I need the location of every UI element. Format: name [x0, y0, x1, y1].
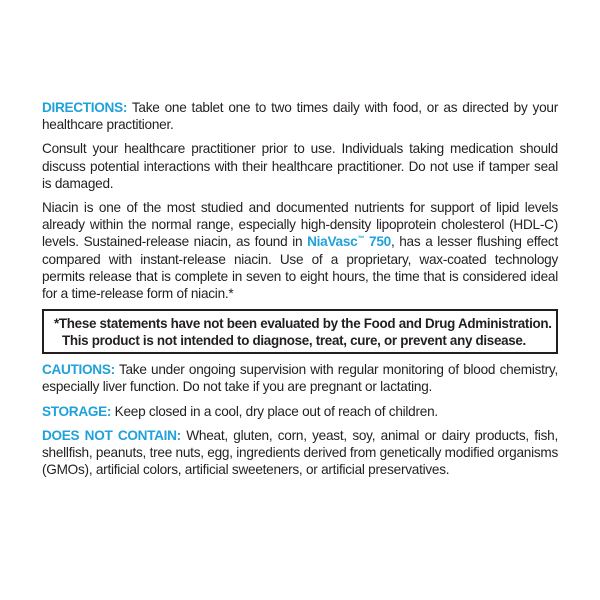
- consult-paragraph: [42, 140, 558, 192]
- storage-heading: STORAGE:: [42, 403, 112, 419]
- brand-name-text: NiaVasc: [307, 234, 358, 250]
- storage-text: Keep closed in a cool, dry place out of reach of children.: [111, 403, 438, 419]
- directions-heading: DIRECTIONS:: [42, 100, 128, 115]
- trademark-symbol: ™: [357, 235, 365, 243]
- does-not-contain-paragraph: [42, 427, 558, 479]
- niacin-paragraph: [42, 199, 558, 302]
- does-not-contain-text: Wheat, gluten, corn, yeast, soy, animal or dairy products, fish, shellfish, peanuts, tree nuts, egg, ingredients derived from genetically modified organisms (GMOs), artificial colors, artificial sweeteners, or artificial preservatives.: [42, 427, 559, 478]
- cautions-text: Take under ongoing supervision with regular monitoring of blood chemistry, especially liver function. Do not take if you are pregnant or lactating.: [42, 362, 558, 395]
- disclaimer-line-1: *These statements have not been evaluated by the Food and Drug Administration.: [54, 316, 552, 332]
- directions-paragraph: [42, 99, 558, 133]
- brand-number: 750: [364, 234, 391, 250]
- storage-paragraph: [42, 403, 558, 420]
- brand-name: [307, 234, 391, 249]
- niacin-text-before: Niacin is one of the most studied and documented nutrients for support of lipid levels already within the normal range, especially high-density lipoprotein cholesterol (HDL-C) levels. Sustained-release niacin, as found in: [42, 200, 558, 250]
- consult-text: Consult your healthcare practitioner prior to use. Individuals taking medication should discuss potential interactions with their healthcare practitioner. Do not use if tamper seal is damaged.: [42, 141, 558, 191]
- disclaimer-line-2: This product is not intended to diagnose, treat, cure, or prevent any disease.: [62, 333, 526, 349]
- cautions-heading: CAUTIONS:: [42, 362, 115, 378]
- niacin-text-after: , has a lesser flushing effect compared with instant-release niacin. Use of a proprietary, wax-coated technology permits release that is complete in seven to eight hours, the time that is considered ideal for a time-release form of niacin.*: [42, 234, 558, 302]
- fda-disclaimer-box: [42, 309, 558, 354]
- does-not-contain-heading: DOES NOT CONTAIN:: [42, 427, 181, 443]
- cautions-paragraph: [42, 361, 558, 395]
- directions-text: Take one tablet one to two times daily with food, or as directed by your healthcare practitioner.: [42, 100, 558, 133]
- supplement-label-text: [42, 99, 558, 485]
